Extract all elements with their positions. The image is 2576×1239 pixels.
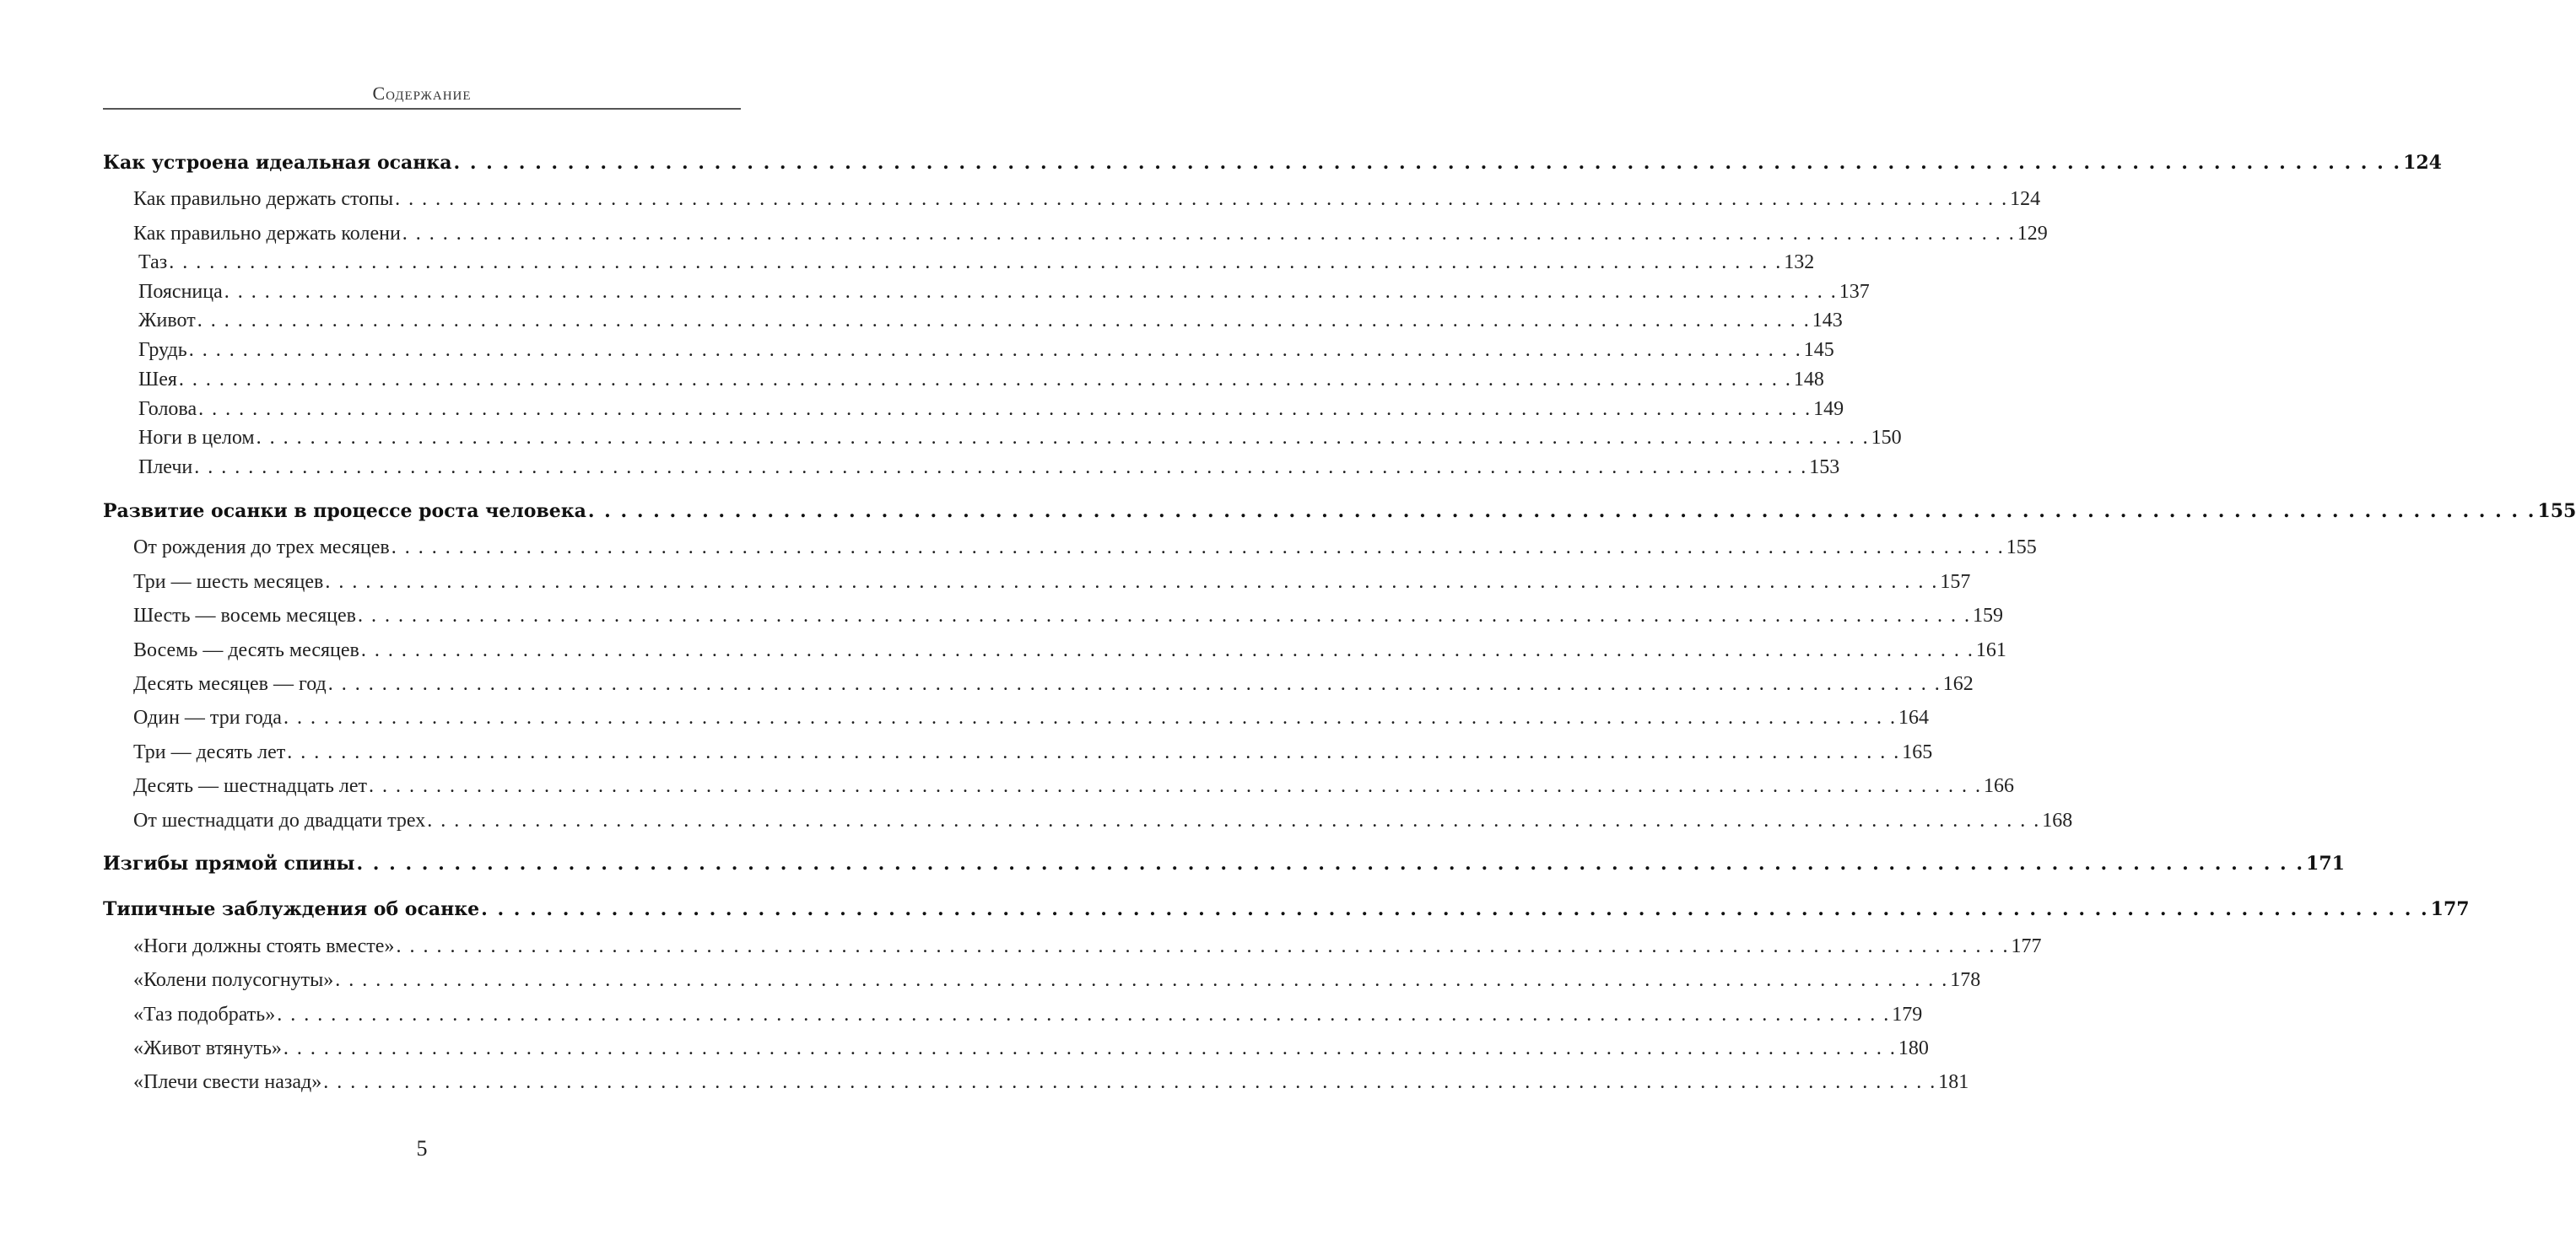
toc-entry-title: «Ноги должны стоять вместе» [133, 935, 395, 957]
toc-entry-page: 124 [2010, 188, 2041, 210]
toc-entry-title: Поясница [138, 281, 223, 303]
toc-entry-page: 153 [1809, 456, 1840, 478]
toc-entry-title: Шея [138, 369, 177, 391]
dot-leader: . . . . . . . . . . . . . . . . . . . . . . . . . . . . . . . . . . . . . . . . . . . . . . . . . . . . . . . . . . . . . . . . . . . . . . . . . . . . . . . . . . . . . . . . . . . . . . . . . . . . . . . . . . . . . . . . . . . . . . . . [197, 310, 1811, 331]
toc-section-entry [133, 1071, 1969, 1094]
dot-leader: . . . . . . . . . . . . . . . . . . . . . . . . . . . . . . . . . . . . . . . . . . . . . . . . . . . . . . . . . . . . . . . . . . . . . . . . . . . . . . . . . . . . . . . . . . . . . . . . . . . . . . . . . . . . . . . . . . . . . . . . [396, 935, 2010, 957]
dot-leader: . . . . . . . . . . . . . . . . . . . . . . . . . . . . . . . . . . . . . . . . . . . . . . . . . . . . . . . . . . . . . . . . . . . . . . . . . . . . . . . . . . . . . . . . . . . . . . . . . . . . . . . . . . . . . . . . . . . . . . . . [427, 810, 2041, 832]
toc-entry-page: 179 [1892, 1004, 1923, 1026]
dot-leader: . . . . . . . . . . . . . . . . . . . . . . . . . . . . . . . . . . . . . . . . . . . . . . . . . . . . . . . . . . . . . . . . . . . . . . . . . . . . . . . . . . . . . . . . . . . . . . . . . . . . . . . . . . . . . . . . . . . . . . . . [194, 456, 1808, 478]
toc-entry-page: 137 [1839, 281, 1870, 303]
toc-section-entry [133, 571, 1971, 594]
dot-leader: . . . . . . . . . . . . . . . . . . . . . . . . . . . . . . . . . . . . . . . . . . . . . . . . . . . . . . . . . . . . . . . . . . . . . . . . . . . . . . . . . . . . . . . . . . . . . . . . . . . . . . . . . . . . . . . . . . . . . . . . [369, 775, 1983, 797]
dot-leader: . . . . . . . . . . . . . . . . . . . . . . . . . . . . . . . . . . . . . . . . . . . . . . . . . . . . . . . . . . . . . . . . . . . . . . . . . . . . . . . . . . . . . . . . . . . . . . . . . . . . . . . . . . . . . . . . . . . . . . . . [358, 605, 1971, 627]
toc-entry-title: Шесть — восемь месяцев [133, 605, 356, 627]
toc-entry-title: «Колени полусогнуты» [133, 969, 334, 991]
toc-entry-page: 148 [1793, 369, 1824, 391]
toc-entry-page: 149 [1813, 398, 1844, 420]
toc-entry-page: 162 [1942, 673, 1974, 695]
toc-chapter-entry [103, 152, 2442, 174]
toc-entry-page: 124 [2403, 152, 2442, 174]
toc-section-entry [133, 1004, 1923, 1026]
toc-entry-title: Развитие осанки в процессе роста человека [103, 500, 586, 522]
dot-leader: . . . . . . . . . . . . . . . . . . . . . . . . . . . . . . . . . . . . . . . . . . . . . . . . . . . . . . . . . . . . . . . . . . . . . . . . . . . . . . . . . . . . . . . . . . . . . . . . . . . . . . . . . . . . . . . . . . . . . . . . [360, 639, 1974, 661]
dot-leader: . . . . . . . . . . . . . . . . . . . . . . . . . . . . . . . . . . . . . . . . . . . . . . . . . . . . . . . . . . . . . . . . . . . . . . . . . . . . . . . . . . . . . . . . . . . . . . . . . . . . . . . . . . . . . . . . . . . . . . . . [391, 536, 2005, 558]
toc-entry-page: 145 [1803, 339, 1834, 361]
dot-leader: . . . . . . . . . . . . . . . . . . . . . . . . . . . . . . . . . . . . . . . . . . . . . . . . . . . . . . . . . . . . . . . . . . . . . . . . . . . . . . . . . . . . . . . . . . . . . . . . . . . . . . . . . . . . . . . . . . . . . . . . [323, 1071, 1937, 1093]
dot-leader: . . . . . . . . . . . . . . . . . . . . . . . . . . . . . . . . . . . . . . . . . . . . . . . . . . . . . . . . . . . . . . . . . . . . . . . . . . . . . . . . . . . . . . . . . . . . . . . . . . . . . . . . . . . . . . . . . . . . . . . . [283, 707, 1897, 729]
toc-section-entry [133, 223, 2048, 245]
toc-section-entry [138, 339, 1834, 362]
toc-section-entry [133, 605, 2003, 628]
toc-entry-page: 161 [1975, 639, 2006, 661]
toc-entry-title: От шестнадцати до двадцати трех [133, 810, 426, 832]
dot-leader: . . . . . . . . . . . . . . . . . . . . . . . . . . . . . . . . . . . . . . . . . . . . . . . . . . . . . . . . . . . . . . . . . . . . . . . . . . . . . . . . . . . . . . . . . . . . . . . . . . . . . . . . . . . . . . . . . . . . . . . . [395, 188, 2009, 210]
toc-entry-page: 165 [1902, 741, 1933, 763]
toc-entry-title: Грудь [138, 339, 187, 361]
toc-entry-title: Типичные заблуждения об осанке [103, 898, 480, 920]
dot-leader: . . . . . . . . . . . . . . . . . . . . . . . . . . . . . . . . . . . . . . . . . . . . . . . . . . . . . . . . . . . . . . . . . . . . . . . . . . . . . . . . . . . . . . . . . . . . . . . . . . . . . . . . . . . . . . . . . . . . . . . . [453, 152, 2402, 174]
toc-entry-page: 159 [1973, 605, 2003, 627]
toc-section-entry [133, 935, 2042, 958]
toc-entry-title: «Плечи свести назад» [133, 1071, 322, 1093]
toc-entry-title: «Таз подобрать» [133, 1004, 276, 1026]
dot-leader: . . . . . . . . . . . . . . . . . . . . . . . . . . . . . . . . . . . . . . . . . . . . . . . . . . . . . . . . . . . . . . . . . . . . . . . . . . . . . . . . . . . . . . . . . . . . . . . . . . . . . . . . . . . . . . . . . . . . . . . . [287, 741, 1901, 763]
dot-leader: . . . . . . . . . . . . . . . . . . . . . . . . . . . . . . . . . . . . . . . . . . . . . . . . . . . . . . . . . . . . . . . . . . . . . . . . . . . . . . . . . . . . . . . . . . . . . . . . . . . . . . . . . . . . . . . . . . . . . . . . [256, 427, 1870, 449]
toc-entry-title: Десять месяцев — год [133, 673, 327, 695]
toc-entry-page: 155 [2006, 536, 2037, 558]
dot-leader: . . . . . . . . . . . . . . . . . . . . . . . . . . . . . . . . . . . . . . . . . . . . . . . . . . . . . . . . . . . . . . . . . . . . . . . . . . . . . . . . . . . . . . . . . . . . . . . . . . . . . . . . . . . . . . . . . . . . . . . . [283, 1037, 1897, 1059]
toc-entry-title: Восемь — десять месяцев [133, 639, 359, 661]
toc-entry-title: «Живот втянуть» [133, 1037, 282, 1059]
toc-chapter-entry [103, 853, 2345, 875]
toc-entry-title: Изгибы прямой спины [103, 853, 355, 875]
toc-section-entry [133, 188, 2041, 211]
toc-entry-page: 164 [1898, 707, 1929, 729]
dot-leader: . . . . . . . . . . . . . . . . . . . . . . . . . . . . . . . . . . . . . . . . . . . . . . . . . . . . . . . . . . . . . . . . . . . . . . . . . . . . . . . . . . . . . . . . . . . . . . . . . . . . . . . . . . . . . . . . . . . . . . . . [327, 673, 1941, 695]
toc-section-entry [133, 775, 2015, 798]
toc-section-entry [138, 398, 1844, 421]
toc-section-entry [133, 639, 2006, 662]
dot-leader: . . . . . . . . . . . . . . . . . . . . . . . . . . . . . . . . . . . . . . . . . . . . . . . . . . . . . . . . . . . . . . . . . . . . . . . . . . . . . . . . . . . . . . . . . . . . . . . . . . . . . . . . . . . . . . . . . . . . . . . . [198, 398, 1812, 420]
dot-leader: . . . . . . . . . . . . . . . . . . . . . . . . . . . . . . . . . . . . . . . . . . . . . . . . . . . . . . . . . . . . . . . . . . . . . . . . . . . . . . . . . . . . . . . . . . . . . . . . . . . . . . . . . . . . . . . . . . . . . . . . [224, 281, 1838, 303]
toc-section-entry [133, 673, 1974, 696]
dot-leader: . . . . . . . . . . . . . . . . . . . . . . . . . . . . . . . . . . . . . . . . . . . . . . . . . . . . . . . . . . . . . . . . . . . . . . . . . . . . . . . . . . . . . . . . . . . . . . . . . . . . . . . . . . . . . . . . . . . . . . . . [335, 969, 1949, 991]
toc-entry-title: Один — три года [133, 707, 282, 729]
toc-entry-title: Голова [138, 398, 197, 420]
toc-entry-page: 181 [1938, 1071, 1969, 1093]
toc-entry-page: 150 [1871, 427, 1902, 449]
toc-section-entry [138, 251, 1815, 274]
dot-leader: . . . . . . . . . . . . . . . . . . . . . . . . . . . . . . . . . . . . . . . . . . . . . . . . . . . . . . . . . . . . . . . . . . . . . . . . . . . . . . . . . . . . . . . . . . . . . . . . . . . . . . . . . . . . . . . . . . . . . . . . [169, 251, 1783, 273]
toc-entry-title: Таз [138, 251, 168, 273]
toc-entry-page: 157 [1940, 571, 1971, 593]
toc-section-entry [138, 369, 1824, 391]
toc-entry-title: Три — десять лет [133, 741, 286, 763]
toc-entry-page: 177 [2011, 935, 2042, 957]
toc-entry-title: Три — шесть месяцев [133, 571, 324, 593]
dot-leader: . . . . . . . . . . . . . . . . . . . . . . . . . . . . . . . . . . . . . . . . . . . . . . . . . . . . . . . . . . . . . . . . . . . . . . . . . . . . . . . . . . . . . . . . . . . . . . . . . . . . . . . . . . . . . . . . . . . . . . . . [481, 898, 2429, 920]
toc-entry-page: 177 [2430, 898, 2470, 920]
dot-leader: . . . . . . . . . . . . . . . . . . . . . . . . . . . . . . . . . . . . . . . . . . . . . . . . . . . . . . . . . . . . . . . . . . . . . . . . . . . . . . . . . . . . . . . . . . . . . . . . . . . . . . . . . . . . . . . . . . . . . . . . [402, 223, 2016, 245]
toc-entry-page: 166 [1984, 775, 2015, 797]
toc-entry-title: От рождения до трех месяцев [133, 536, 390, 558]
toc-entry-page: 178 [1950, 969, 1981, 991]
toc-section-entry [133, 707, 1929, 730]
toc-section-entry [138, 456, 1840, 479]
toc-entry-title: Десять — шестнадцать лет [133, 775, 368, 797]
toc-section-entry [133, 536, 2037, 559]
dot-leader: . . . . . . . . . . . . . . . . . . . . . . . . . . . . . . . . . . . . . . . . . . . . . . . . . . . . . . . . . . . . . . . . . . . . . . . . . . . . . . . . . . . . . . . . . . . . . . . . . . . . . . . . . . . . . . . . . . . . . . . . [587, 500, 2536, 522]
toc-section-entry [133, 969, 1981, 992]
toc-entry-page: 132 [1784, 251, 1815, 273]
toc-entry-title: Ноги в целом [138, 427, 255, 449]
dot-leader: . . . . . . . . . . . . . . . . . . . . . . . . . . . . . . . . . . . . . . . . . . . . . . . . . . . . . . . . . . . . . . . . . . . . . . . . . . . . . . . . . . . . . . . . . . . . . . . . . . . . . . . . . . . . . . . . . . . . . . . . [178, 369, 1792, 391]
dot-leader: . . . . . . . . . . . . . . . . . . . . . . . . . . . . . . . . . . . . . . . . . . . . . . . . . . . . . . . . . . . . . . . . . . . . . . . . . . . . . . . . . . . . . . . . . . . . . . . . . . . . . . . . . . . . . . . . . . . . . . . . [325, 571, 1939, 593]
toc-section-entry [133, 1037, 1929, 1060]
running-head: Содержание [372, 83, 472, 104]
toc-section-entry [133, 741, 1933, 764]
toc-entry-page: 180 [1898, 1037, 1929, 1059]
toc-entry-title: Как правильно держать колени [133, 223, 401, 245]
dot-leader: . . . . . . . . . . . . . . . . . . . . . . . . . . . . . . . . . . . . . . . . . . . . . . . . . . . . . . . . . . . . . . . . . . . . . . . . . . . . . . . . . . . . . . . . . . . . . . . . . . . . . . . . . . . . . . . . . . . . . . . . [277, 1004, 1891, 1026]
toc-entry-page: 129 [2017, 223, 2048, 245]
toc-entry-page: 143 [1812, 310, 1843, 331]
toc-entry-title: Как правильно держать стопы [133, 188, 394, 210]
toc-chapter-entry [103, 898, 2470, 920]
toc-entry-page: 171 [2306, 853, 2345, 875]
toc-entry-title: Плечи [138, 456, 193, 478]
toc-entry-page: 168 [2042, 810, 2073, 832]
dot-leader: . . . . . . . . . . . . . . . . . . . . . . . . . . . . . . . . . . . . . . . . . . . . . . . . . . . . . . . . . . . . . . . . . . . . . . . . . . . . . . . . . . . . . . . . . . . . . . . . . . . . . . . . . . . . . . . . . . . . . . . . [188, 339, 1802, 361]
toc-entry-title: Живот [138, 310, 196, 331]
toc-entry-page: 155 [2537, 500, 2576, 522]
page-number: 5 [416, 1136, 428, 1161]
dot-leader: . . . . . . . . . . . . . . . . . . . . . . . . . . . . . . . . . . . . . . . . . . . . . . . . . . . . . . . . . . . . . . . . . . . . . . . . . . . . . . . . . . . . . . . . . . . . . . . . . . . . . . . . . . . . . . . . . . . . . . . . [356, 853, 2305, 875]
toc-section-entry [138, 310, 1843, 332]
toc-section-entry [138, 281, 1870, 304]
toc-entry-title: Как устроена идеальная осанка [103, 152, 452, 174]
toc-chapter-entry [103, 500, 2576, 522]
toc-section-entry [133, 810, 2073, 832]
toc-section-entry [138, 427, 1902, 450]
